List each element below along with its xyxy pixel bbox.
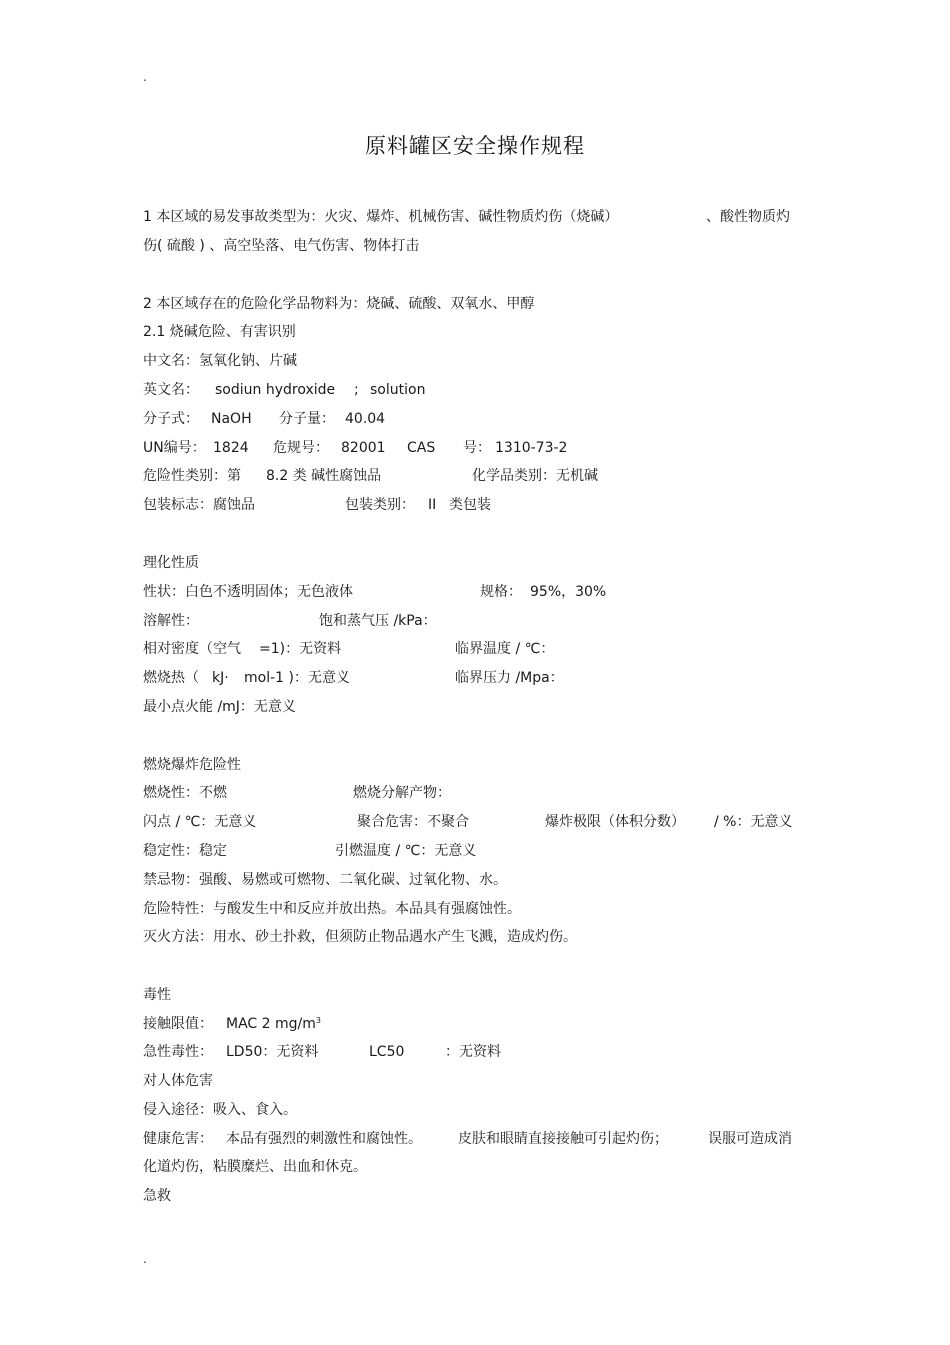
polymerization-hazard: 聚合危害：不聚合: [357, 814, 469, 830]
exposure-route: 侵入途径：吸入、食入。: [143, 1102, 297, 1118]
health-hazard-text-2: 皮肤和眼睛直接接触可引起灼伤；: [458, 1131, 668, 1147]
accident-types-tail: 、酸性物质灼: [706, 209, 790, 225]
hazard-characteristics: 危险特性：与酸发生中和反应并放出热。本品具有强腐蚀性。: [143, 901, 521, 917]
solubility: 溶解性：: [143, 613, 199, 629]
molecular-weight-label: 分子量：: [279, 411, 335, 427]
accident-types-text: 1 本区域的易发事故类型为：火灾、爆炸、机械伤害、碱性物质灼伤（烧碱）: [143, 209, 619, 225]
relative-density-value: =1)：无资料: [259, 641, 342, 657]
page-title: 原料罐区安全操作规程: [365, 134, 585, 158]
exposure-limit-label: 接触限值：: [143, 1016, 213, 1032]
human-hazard-heading: 对人体危害: [143, 1073, 213, 1089]
lc50-value: ：无资料: [445, 1044, 501, 1060]
health-hazard-text-3: 误服可造成消: [708, 1131, 792, 1147]
cas-label-suffix: 号：: [463, 440, 491, 456]
flammability: 燃烧性：不燃: [143, 785, 227, 801]
explosion-limit-label: 爆炸极限（体积分数）: [545, 814, 685, 830]
chinese-name: 中文名：氢氧化钠、片碱: [143, 353, 297, 369]
decomposition-products: 燃烧分解产物：: [353, 785, 451, 801]
ignition-temperature: 引燃温度 / ℃：无意义: [335, 843, 477, 859]
cas-value: 1310-73-2: [495, 440, 568, 456]
vapor-pressure: 饱和蒸气压 /kPa：: [319, 613, 437, 629]
exposure-limit-value: [226, 1014, 321, 1034]
critical-pressure: 临界压力 /Mpa：: [455, 670, 564, 686]
first-aid-heading: 急救: [143, 1188, 171, 1204]
lc50-label: LC50: [369, 1044, 405, 1060]
toxicity-heading: 毒性: [143, 987, 171, 1003]
formula-value: NaOH: [211, 411, 252, 427]
english-name-value: sodiun hydroxide: [215, 382, 336, 398]
physchem-heading: 理化性质: [143, 555, 199, 571]
english-name-separator: ;: [354, 382, 359, 398]
hazardous-chemicals-line: 2 本区域存在的危险化学品物料为：烧碱、硫酸、双氧水、甲醇: [143, 296, 535, 312]
accident-types-line-2: 伤( 硫酸 ) 、高空坠落、电气伤害、物体打击: [143, 238, 420, 254]
combustion-heat-value: mol-1 )：无意义: [244, 670, 350, 686]
combustion-heat-label: 燃烧热（: [143, 670, 199, 686]
english-name-value-2: solution: [370, 382, 426, 398]
spec-value: 95%，30%: [530, 584, 607, 600]
health-hazard-label: 健康危害：: [143, 1131, 213, 1147]
packaging-mark: 包装标志：腐蚀品: [143, 497, 255, 513]
extinguishing-method: 灭火方法：用水、砂土扑救，但须防止物品遇水产生飞溅，造成灼伤。: [143, 929, 577, 945]
combustion-heat-unit: kJ·: [212, 670, 229, 686]
relative-density-label: 相对密度（空气: [143, 641, 241, 657]
english-name-label: 英文名：: [143, 382, 199, 398]
formula-label: 分子式：: [143, 411, 199, 427]
un-number-label: UN编号：: [143, 440, 206, 456]
health-hazard-text-1: 本品有强烈的刺激性和腐蚀性。: [226, 1131, 422, 1147]
flash-point: 闪点 / ℃：无意义: [143, 814, 257, 830]
page-marker-bottom: .: [143, 1252, 147, 1266]
hazard-class-value: 8.2 类 碱性腐蚀品: [266, 468, 382, 484]
exposure-limit-text: MAC 2 mg/m: [226, 1016, 316, 1032]
stability: 稳定性：稳定: [143, 843, 227, 859]
page-marker-top: .: [143, 70, 147, 84]
danger-number-value: 82001: [341, 440, 386, 456]
packaging-class-label: 包装类别：: [345, 497, 415, 513]
incompatible-materials: 禁忌物：强酸、易燃或可燃物、二氧化碳、过氧化物、水。: [143, 872, 507, 888]
cas-label: CAS: [407, 440, 436, 456]
packaging-class-suffix: 类包装: [449, 497, 491, 513]
critical-temperature: 临界温度 / ℃：: [455, 641, 555, 657]
min-ignition-energy: 最小点火能 /mJ：无意义: [143, 699, 296, 715]
acute-toxicity-label: 急性毒性：: [143, 1044, 213, 1060]
explosion-limit-value: / %：无意义: [714, 814, 793, 830]
chemical-class: 化学品类别：无机碱: [472, 468, 598, 484]
packaging-class-value: II: [428, 497, 437, 513]
appearance: 性状：白色不透明固体；无色液体: [143, 584, 353, 600]
exposure-limit-superscript: 3: [315, 1016, 321, 1025]
health-hazard-line-2: 化道灼伤，粘膜糜烂、出血和休克。: [143, 1159, 367, 1175]
ld50: LD50：无资料: [226, 1044, 319, 1060]
fire-heading: 燃烧爆炸危险性: [143, 757, 241, 773]
danger-number-label: 危规号：: [273, 440, 329, 456]
molecular-weight-value: 40.04: [345, 411, 386, 427]
accident-types-line-1: [143, 207, 618, 227]
section-2-1-title: 2.1 烧碱危险、有害识别: [143, 324, 296, 340]
un-number-value: 1824: [213, 440, 249, 456]
spec-label: 规格：: [480, 584, 522, 600]
hazard-class-label: 危险性类别：第: [143, 468, 241, 484]
